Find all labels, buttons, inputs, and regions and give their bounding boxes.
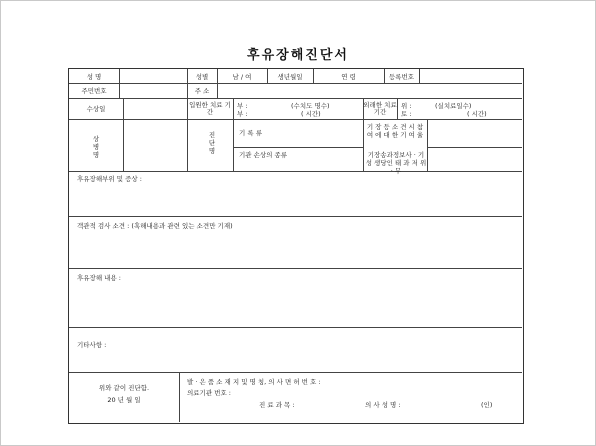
addr-label: 주 소 <box>194 87 210 95</box>
diagnosis-form <box>68 68 524 424</box>
age-label: 연 령 <box>341 73 356 81</box>
outpatient-from-note: (실치료일수) <box>435 102 472 110</box>
inpatient-from: 부 : <box>237 102 248 110</box>
outpatient-period-label: 외래한 치료 기간 <box>363 101 397 116</box>
progress-section: 후유장해부위 및 증상 : <box>77 175 142 183</box>
footer-date: 20 년 월 일 <box>107 396 141 404</box>
sex-value: 남 / 여 <box>232 73 252 81</box>
name-label: 성 명 <box>86 73 102 81</box>
footer-seal: (인) <box>481 401 493 409</box>
outpatient-to-note: ( 시간) <box>467 110 487 118</box>
footer-doctor-name: 의 사 성 명 : <box>365 401 401 409</box>
injury-date-label: 수상일 <box>86 105 106 113</box>
contribution-box: 기 장 등 소 견 시 참 여 에 대 한 기 여 율 <box>366 123 424 139</box>
form-title: 후유장해진단서 <box>247 48 349 63</box>
record-box: 기 록 류 <box>239 129 262 137</box>
inpatient-from-note: (수치도 명수) <box>291 102 330 110</box>
inpatient-period-label: 입원한 치료 기간 <box>189 101 231 116</box>
diagnosis-side-label: 진 단 명 <box>208 131 216 155</box>
footer-department: 진 료 과 목 : <box>259 401 295 409</box>
outpatient-to: 토 : <box>401 110 412 118</box>
findings-section: 객관적 검사 소견 : (혹해내용과 관련 있는 소견만 기재) <box>77 222 233 230</box>
birth-label: 생년월일 <box>277 73 303 81</box>
inpatient-to: 부 : <box>237 110 248 118</box>
other-section: 기타사항 : <box>77 341 107 349</box>
inpatient-to-note: ( 시간) <box>301 110 321 118</box>
footer-diagnosis-statement: 위와 같이 진단함. <box>98 384 150 392</box>
sex-label: 성별 <box>195 73 209 81</box>
relation-box: 기장송과정보사 · 기성 생당인 태 과 저 위 · 무 <box>365 151 427 175</box>
footer-address-license: 발 · 은 품 소 재 지 및 명 칭, 의 사 면 허 번 호 : <box>187 378 321 386</box>
diagnosis-label: 상 병 명 <box>92 135 100 159</box>
organ-damage-box: 기관 손상의 종류 <box>238 151 288 159</box>
reg-label: 등록번호 <box>388 73 415 81</box>
disability-section: 후유장해 내용 : <box>77 274 121 282</box>
footer-institution-number: 의료기관 번호 : <box>187 389 231 397</box>
outpatient-from: 위 : <box>401 102 412 110</box>
id-label: 주민번호 <box>81 87 107 95</box>
